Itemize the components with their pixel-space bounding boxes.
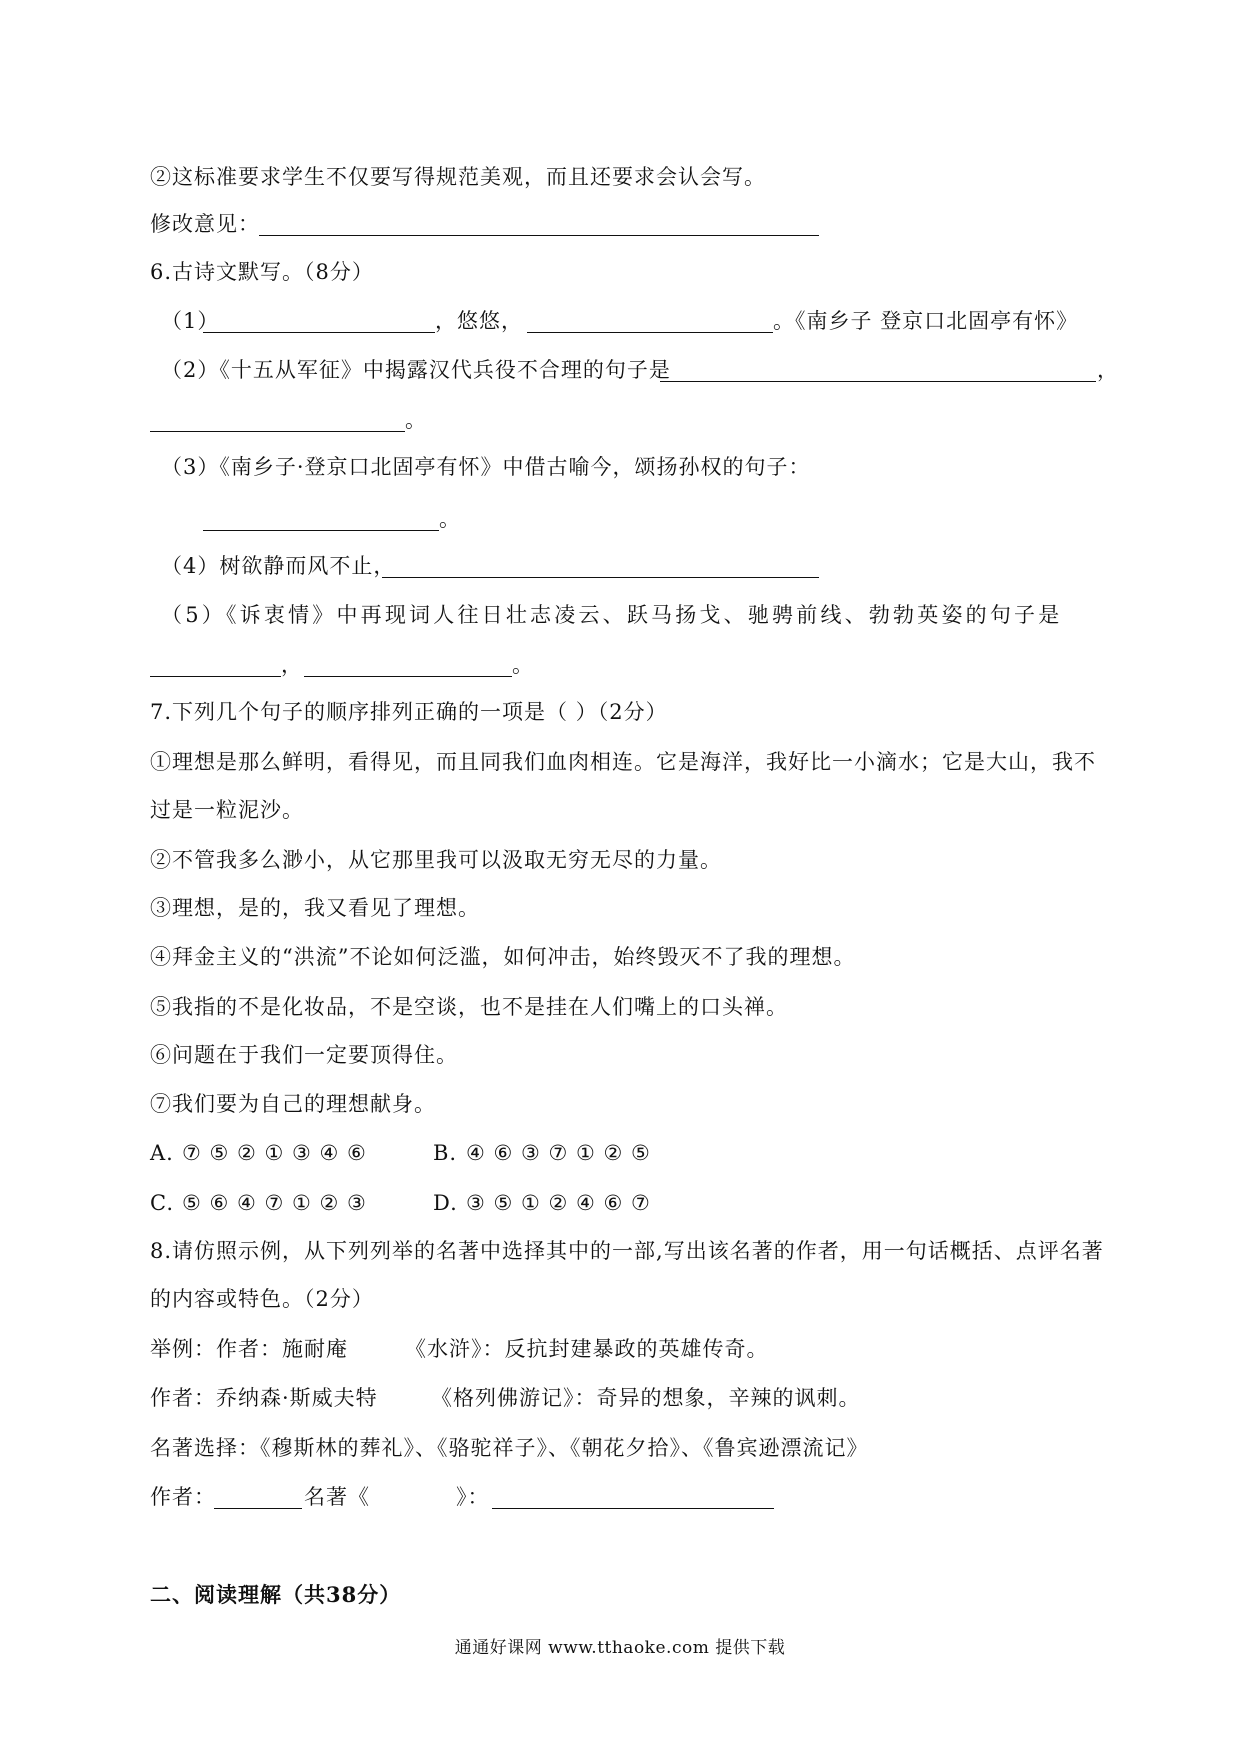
q7-option-b-value: ④ ⑥ ③ ⑦ ① ② ⑤ — [466, 1141, 651, 1165]
q7-option-d-value: ③ ⑤ ① ② ④ ⑥ ⑦ — [466, 1191, 651, 1215]
q8-example-2-author: 作者：乔纳森·斯威夫特 — [150, 1386, 378, 1410]
q6-p2-blank-1 — [660, 381, 1096, 382]
q7-title: 7.下列几个句子的顺序排列正确的一项是（ ）（2分） — [150, 700, 668, 724]
q7-sentence-line: ⑤我指的不是化妆品，不是空谈，也不是挂在人们嘴上的口头禅。 — [150, 995, 788, 1019]
q8-example-1-comment: 《水浒》：反抗封建暴政的英雄传奇。 — [405, 1337, 769, 1361]
q7-option-d-label: D. — [433, 1191, 458, 1215]
q6-p5-text: （5）《诉衷情》中再现词人往日壮志凌云、跃马扬戈、驰骋前线、勃勃英姿的句子是 — [161, 603, 1063, 627]
q6-p5-blank-2 — [304, 676, 512, 677]
q6-p2-comma: ， — [1097, 358, 1119, 382]
q8-answer-comment-blank — [492, 1508, 774, 1509]
q6-p5-blank-1 — [150, 676, 281, 677]
q7-option-c-label: C. — [150, 1191, 174, 1215]
q8-answer-book-close: 》： — [456, 1485, 490, 1509]
q6-p3-blank — [203, 530, 439, 531]
q6-p2-blank-2 — [150, 431, 405, 432]
q7-sentence-line: 过是一粒泥沙。 — [150, 798, 304, 822]
q6-p2-text: （2）《十五从军征》中揭露汉代兵役不合理的句子是 — [161, 358, 671, 382]
q8-example-1-author: 举例：作者：施耐庵 — [150, 1337, 348, 1361]
q8-intro-line-2: 的内容或特色。（2分） — [150, 1287, 374, 1311]
q6-p2-end: 。 — [405, 408, 427, 432]
q6-p4-blank — [382, 577, 819, 578]
q7-option-c-value: ⑤ ⑥ ④ ⑦ ① ② ③ — [182, 1191, 367, 1215]
q7-sentence-line: ②不管我多么渺小，从它那里我可以汲取无穷无尽的力量。 — [150, 848, 722, 872]
q7-sentence-line: ①理想是那么鲜明，看得见，而且同我们血肉相连。它是海洋，我好比一小滴水；它是大山，我不 — [150, 750, 1096, 774]
q6-title: 6.古诗文默写。（8分） — [150, 260, 374, 284]
page-footer: 通通好课网 www.tthaoke.com 提供下载 — [454, 1638, 786, 1658]
q7-sentence-line: ③理想，是的，我又看见了理想。 — [150, 896, 480, 920]
q7-option-a-label: A. — [150, 1141, 174, 1165]
q8-book-choices: 名著选择：《穆斯林的葬礼》、《骆驼祥子》、《朝花夕拾》、《鲁宾逊漂流记》 — [150, 1436, 869, 1460]
q8-example-2-comment: 《格列佛游记》：奇异的想象，辛辣的讽刺。 — [431, 1386, 861, 1410]
q7-sentence-line: ④拜金主义的“洪流”不论如何泛滥，如何冲击，始终毁灭不了我的理想。 — [150, 945, 856, 969]
q8-answer-author-label: 作者： — [150, 1485, 216, 1509]
q6-p5-end: 。 — [512, 653, 534, 677]
section-2-title: 二、阅读理解（共38分） — [150, 1582, 402, 1607]
q5-fix-label: 修改意见： — [150, 212, 260, 236]
q5-fix-blank — [259, 235, 819, 236]
q7-sentence-line: ⑥问题在于我们一定要顶得住。 — [150, 1043, 458, 1067]
q6-p1-blank-1 — [203, 332, 435, 333]
q5-item-2: ②这标准要求学生不仅要写得规范美观，而且还要求会认会写。 — [150, 165, 766, 189]
q6-p5-comma: ， — [281, 653, 303, 677]
q8-answer-author-blank — [214, 1508, 302, 1509]
q8-answer-book-label: 名著《 — [304, 1485, 370, 1509]
q6-p1-prefix: （1） — [161, 309, 220, 333]
q6-p1-blank-2 — [527, 332, 773, 333]
q6-p3-text: （3）《南乡子·登京口北固亭有怀》中借古喻今，颂扬孙权的句子： — [161, 455, 811, 479]
q8-intro-line-1: 8.请仿照示例，从下列列举的名著中选择其中的一部,写出该名著的作者，用一句话概括、点评名著 — [150, 1239, 1104, 1263]
q6-p1-suffix: 。《南乡子 登京口北固亭有怀》 — [773, 309, 1079, 333]
q6-p4-text: （4）树欲静而风不止， — [161, 554, 396, 578]
q6-p3-end: 。 — [439, 507, 461, 531]
q6-p1-mid: ，悠悠， — [435, 309, 523, 333]
q7-option-a-value: ⑦ ⑤ ② ① ③ ④ ⑥ — [182, 1141, 367, 1165]
q7-sentence-line: ⑦我们要为自己的理想献身。 — [150, 1092, 436, 1116]
q7-option-b-label: B. — [433, 1141, 458, 1165]
